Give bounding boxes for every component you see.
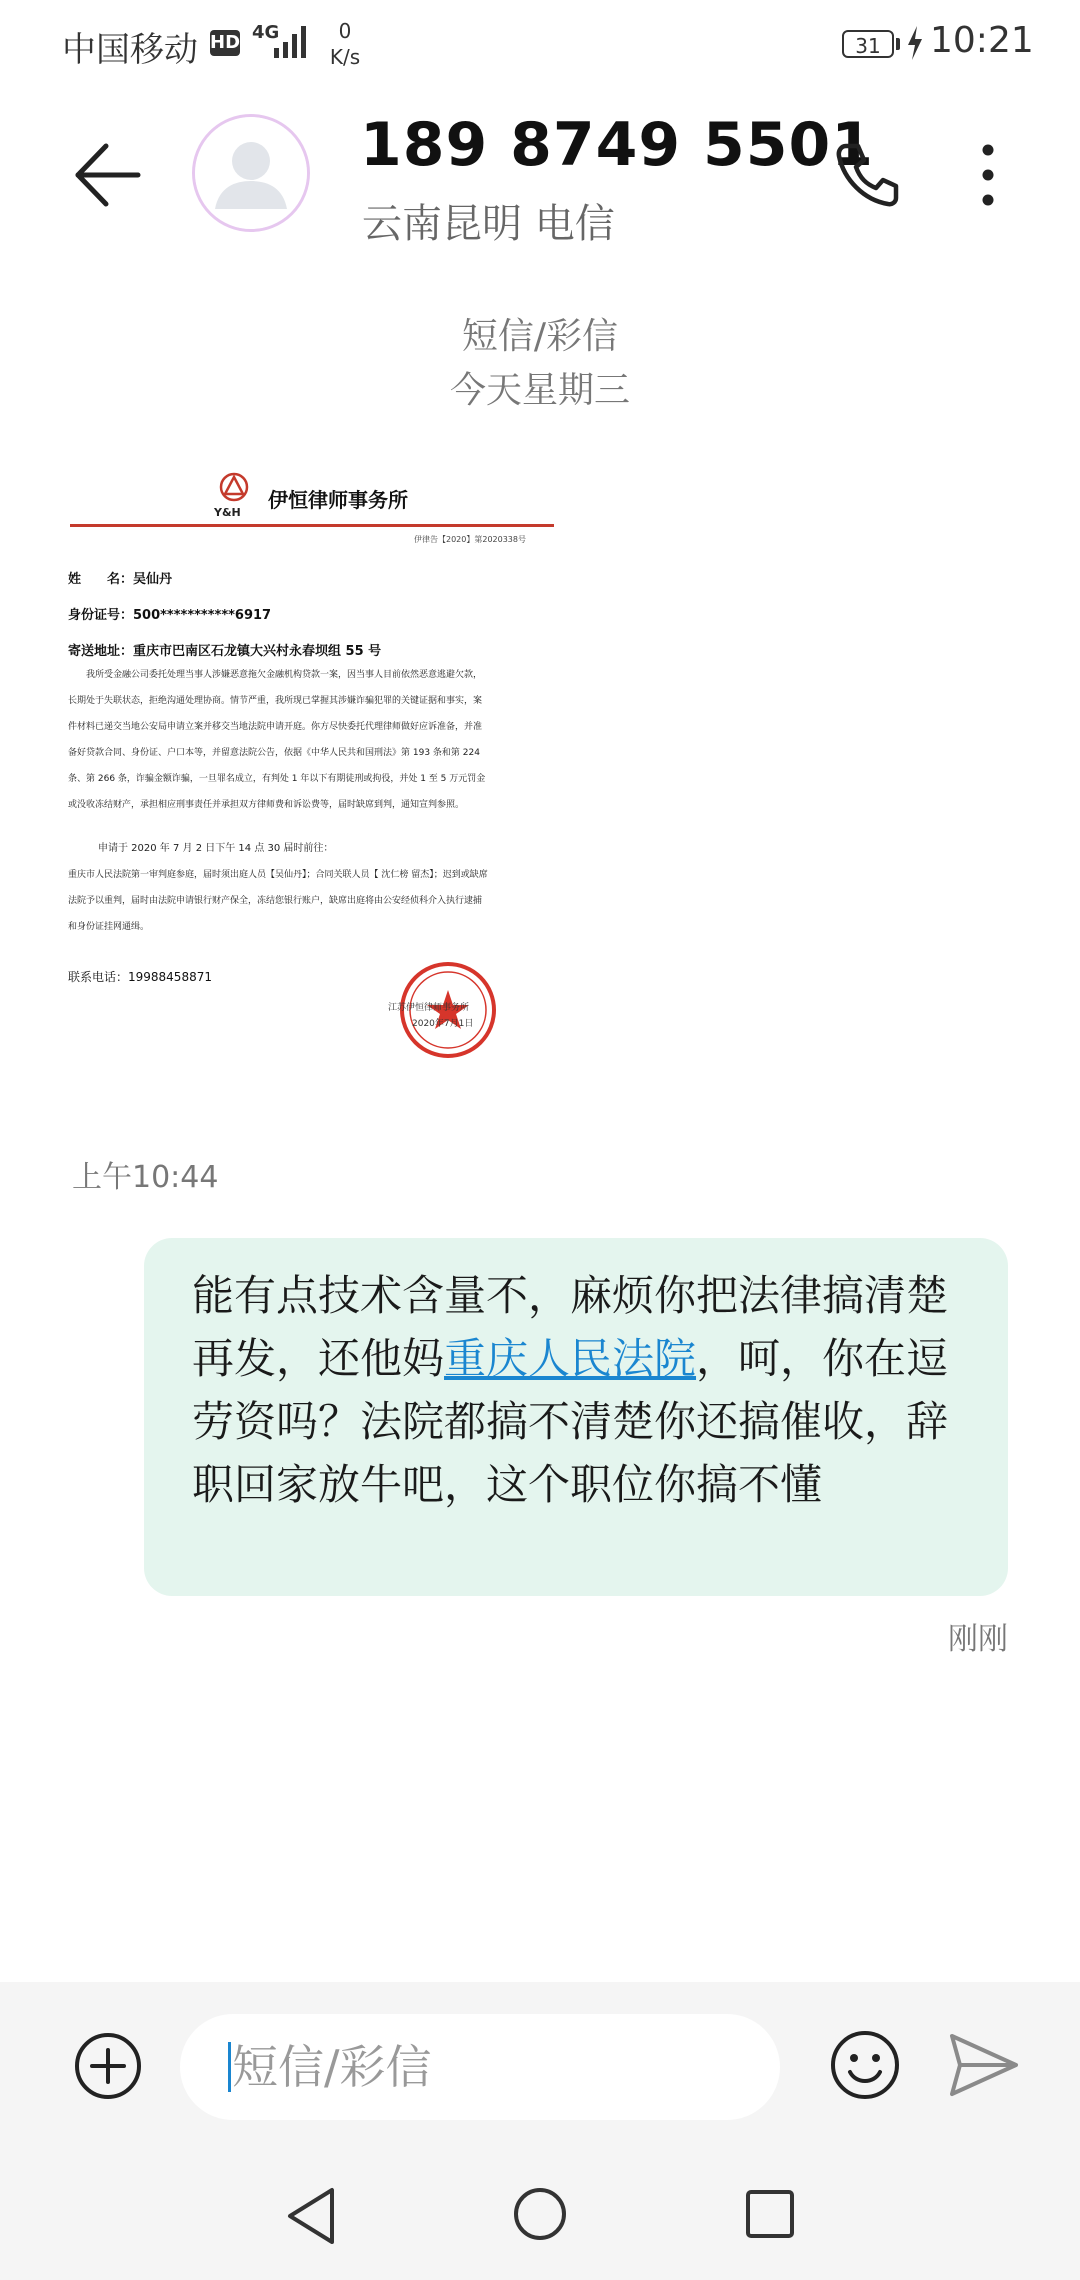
status-time: 10:21 bbox=[930, 20, 1034, 61]
mms-image-attachment[interactable] bbox=[68, 460, 556, 1066]
received-timestamp: 上午10:44 bbox=[72, 1160, 219, 1195]
law-firm-logo-icon bbox=[216, 472, 252, 502]
battery-tip bbox=[896, 38, 900, 50]
avatar-icon bbox=[195, 117, 307, 229]
doc-name-line: 姓 名：吴仙丹 bbox=[68, 572, 173, 587]
seal-date: 2020年7月1日 bbox=[412, 1019, 474, 1029]
message-input[interactable] bbox=[180, 2014, 780, 2120]
header-divider bbox=[70, 524, 554, 527]
back-arrow-icon[interactable] bbox=[72, 140, 142, 210]
contact-phone-number: 189 8749 5501 bbox=[360, 110, 875, 180]
emoji-icon[interactable] bbox=[830, 2030, 900, 2100]
signal-icon bbox=[272, 24, 312, 60]
send-icon[interactable] bbox=[948, 2032, 1020, 2098]
outgoing-message-text: 能有点技术含量不，麻烦你把法律搞清楚再发，还他妈重庆人民法院，呵，你在逗劳资吗？法院都搞不清楚你还搞催收，辞职回家放牛吧，这个职位你搞不懂 bbox=[192, 1271, 949, 1509]
nav-recent-icon[interactable] bbox=[744, 2188, 796, 2240]
charging-icon bbox=[906, 26, 924, 60]
nav-home-icon[interactable] bbox=[512, 2186, 568, 2242]
battery-level: 31 bbox=[842, 30, 894, 58]
thread-type-label: 短信/彩信 bbox=[461, 316, 619, 357]
more-vertical-icon[interactable] bbox=[968, 142, 1008, 208]
doc-paragraph-3: 重庆市人民法院第一审判庭参庭，届时须出庭人员【吴仙丹】；合同关联人员【 沈仁榜 留杰】；迟到或缺席法院予以重判，届时由法院申请银行财产保全，冻结您银行账户，缺席出庭将由公安经侦科介入执行逮捕和身份证挂网通缉。 bbox=[68, 870, 488, 932]
logo-text: Y&H bbox=[214, 506, 241, 519]
message-link[interactable]: 重庆人民法院 bbox=[444, 1334, 697, 1383]
network-speed: 0 K/s bbox=[329, 19, 361, 69]
hd-badge: HD bbox=[210, 30, 240, 56]
message-input-placeholder: 短信/彩信 bbox=[232, 2040, 432, 2094]
doc-contact-line: 联系电话：19988458871 bbox=[68, 970, 212, 984]
document-number: 伊律告【2020】第2020338号 bbox=[414, 535, 526, 544]
nav-back-icon[interactable] bbox=[284, 2186, 340, 2246]
text-caret bbox=[228, 2042, 231, 2092]
thread-day-label: 今天星期三 bbox=[449, 370, 630, 411]
avatar[interactable] bbox=[192, 114, 310, 232]
outgoing-message-bubble[interactable] bbox=[144, 1238, 1008, 1596]
carrier-name: 中国移动 bbox=[62, 30, 198, 70]
status-bar bbox=[0, 0, 1080, 90]
doc-paragraph-2: 申请于 2020 年 7 月 2 日下午 14 点 30 届时前往： bbox=[98, 843, 334, 854]
seal-text: 江苏伊恒律师事务所 bbox=[388, 1003, 470, 1013]
sent-timestamp: 刚刚 bbox=[948, 1622, 1008, 1657]
firm-name: 伊恒律师事务所 bbox=[268, 488, 408, 512]
doc-paragraph-1: 我所受金融公司委托处理当事人涉嫌恶意拖欠金融机构贷款一案，因当事人目前依然恶意逃避欠款，长期处于失联状态，拒绝沟通处理协商。情节严重，我所现已掌握其涉嫌诈骗犯罪的关键证据和事实，案件材料已递交当地公安局申请立案并移交当地法院申请开庭。你方尽快委托代理律师做好应诉准备，并准备好贷款合同、身份证、户口本等，并留意法院公告，依据《中华人民共和国刑法》第 193 条和第 224 条、第 266 条，诈骗金额诈骗，一旦罪名成立，有判处 1 年以下有期徒刑或拘役，并处 1 至 5 万元罚金或没收冻结财产，承担相应刑事责任并承担双方律师费和诉讼费等，届时缺席到判，通知宣判参照。 bbox=[68, 670, 486, 810]
add-circle-icon[interactable] bbox=[74, 2032, 142, 2100]
doc-id-line: 身份证号：500***********6917 bbox=[68, 608, 272, 623]
contact-location: 云南昆明 电信 bbox=[362, 201, 615, 247]
phone-call-icon[interactable] bbox=[832, 140, 902, 210]
doc-address-line: 寄送地址：重庆市巴南区石龙镇大兴村永春坝组 55 号 bbox=[68, 644, 382, 659]
network-type: 4G bbox=[252, 22, 280, 43]
